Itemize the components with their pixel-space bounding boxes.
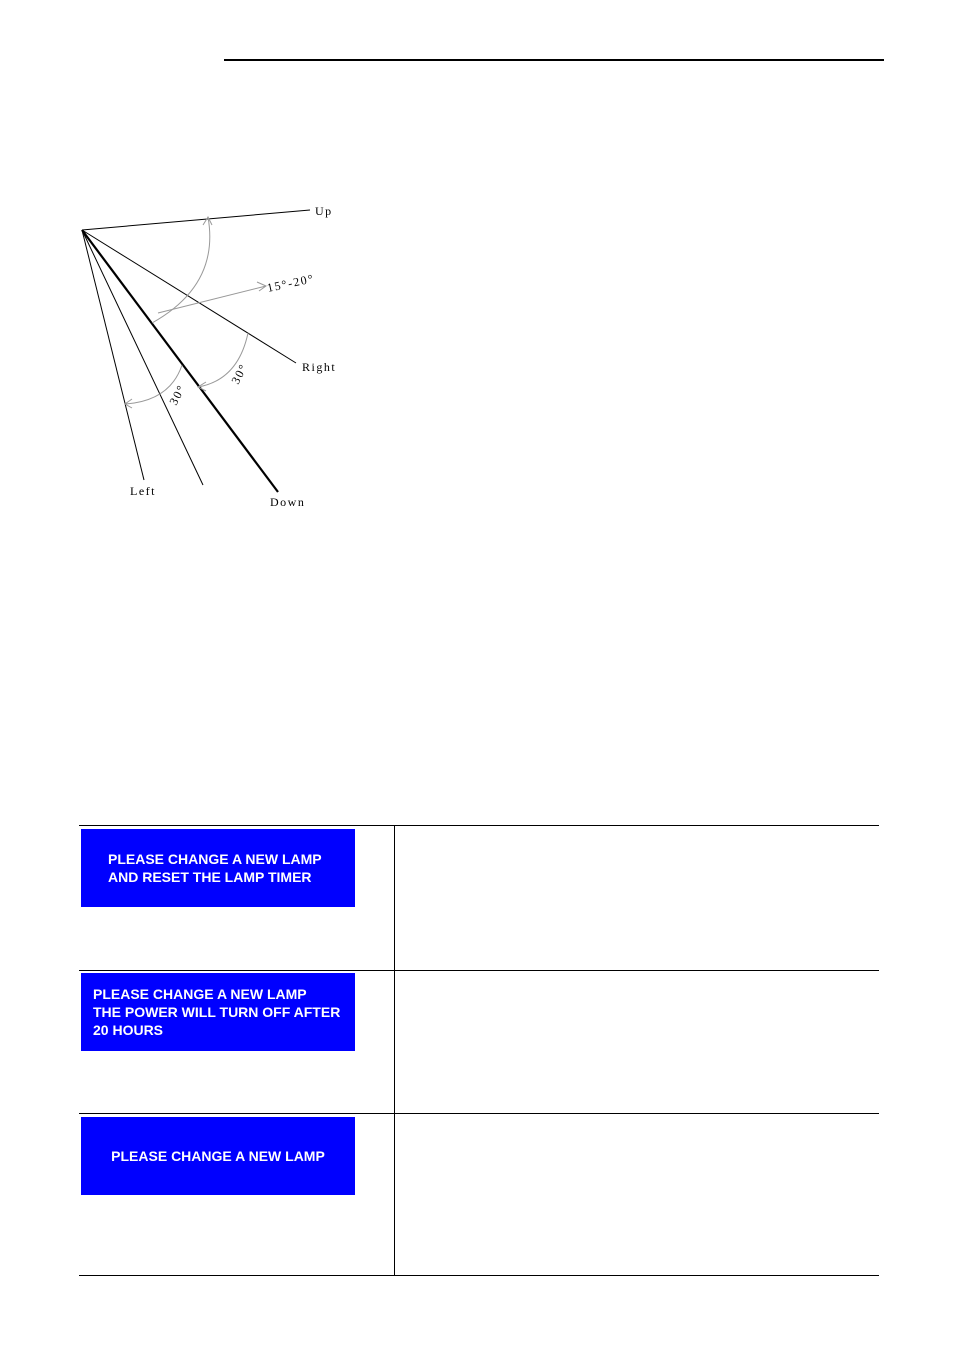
label-angle-up: 15°-20° <box>265 271 316 295</box>
label-angle-right: 30° <box>228 361 251 387</box>
table-row <box>79 1113 879 1275</box>
label-left: Left <box>130 484 156 498</box>
arc-up-arrowhead <box>203 217 212 225</box>
header-rule <box>224 59 884 61</box>
ray-left <box>82 230 144 480</box>
osd-message-box <box>81 973 355 1051</box>
osd-message-box <box>81 1117 355 1195</box>
arc-up-arrow-line <box>158 286 266 313</box>
label-right: Right <box>302 360 337 374</box>
table-row <box>79 826 879 971</box>
osd-message-text: PLEASE CHANGE A NEW LAMP AND RESET THE LAMP TIMER <box>108 851 322 885</box>
label-down: Down <box>270 495 306 509</box>
ray-middle <box>82 230 203 485</box>
osd-message-text: PLEASE CHANGE A NEW LAMP <box>111 1148 325 1164</box>
table-row <box>79 970 879 1114</box>
projection-angle-diagram <box>70 195 360 525</box>
label-angle-left: 30° <box>166 382 189 408</box>
lamp-message-table <box>79 825 879 1276</box>
ray-up <box>82 210 310 230</box>
angle-diagram-svg <box>70 195 360 525</box>
arc-up-arrow-tip <box>257 282 266 291</box>
osd-message-box <box>81 829 355 907</box>
ray-down <box>82 230 278 492</box>
label-up: Up <box>315 204 333 218</box>
osd-message-text: PLEASE CHANGE A NEW LAMP THE POWER WILL TURN OFF AFTER 20 HOURS <box>93 986 341 1038</box>
